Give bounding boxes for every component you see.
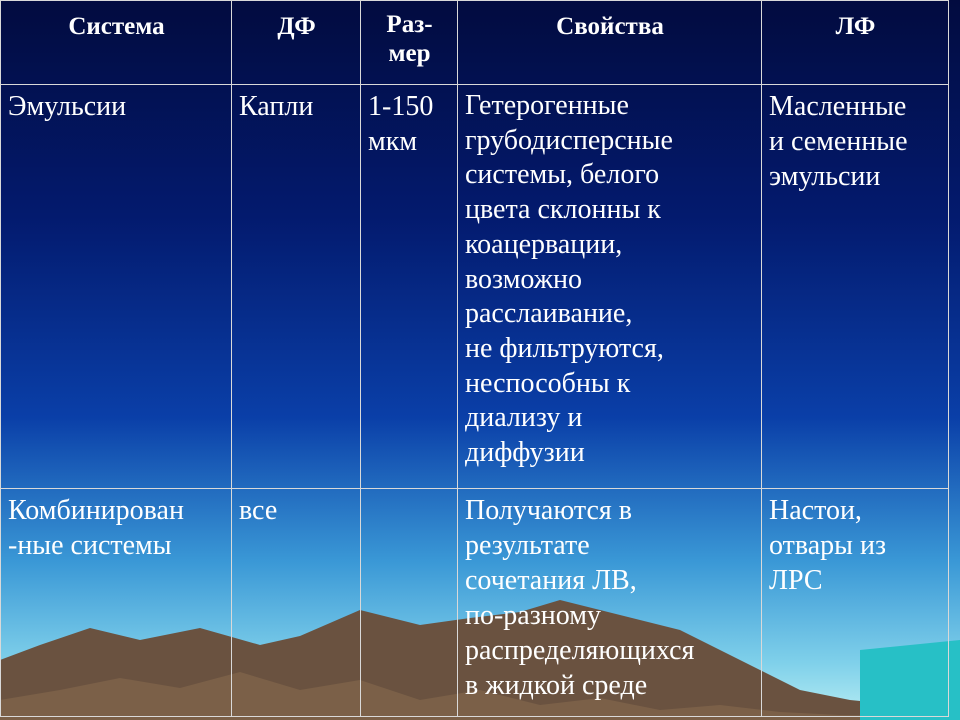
cell-lf: Масленные и семенные эмульсии xyxy=(762,85,949,489)
cell-properties: Гетерогенные грубодисперсные системы, белого цвета склонны к коацервации, возможно расслаивание, не фильтруются, неспособны к диализу и диффузии xyxy=(458,85,762,489)
cell-size xyxy=(361,489,458,717)
table-row xyxy=(1,85,949,489)
cell-df: Капли xyxy=(232,85,361,489)
header-row xyxy=(1,1,949,85)
header-df: ДФ xyxy=(232,1,361,85)
table-row xyxy=(1,489,949,717)
cell-df: все xyxy=(232,489,361,717)
cell-system: Комбинирован -ные системы xyxy=(1,489,232,717)
header-system: Система xyxy=(1,1,232,85)
header-lf: ЛФ xyxy=(762,1,949,85)
cell-lf: Настои, отвары из ЛРС xyxy=(762,489,949,717)
header-properties: Свойства xyxy=(458,1,762,85)
cell-size: 1-150 мкм xyxy=(361,85,458,489)
cell-system: Эмульсии xyxy=(1,85,232,489)
header-size: Раз- мер xyxy=(361,1,458,85)
cell-properties: Получаются в результате сочетания ЛВ, по-разному распределяющихся в жидкой среде xyxy=(458,489,762,717)
